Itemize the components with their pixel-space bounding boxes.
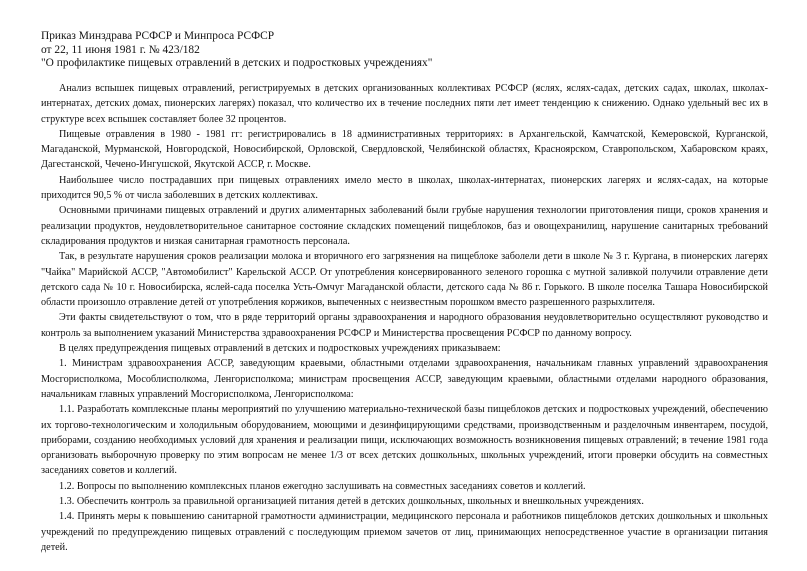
header-issuer: Приказ Минздрава РСФСР и Минпроса РСФСР [41,30,275,42]
paragraph-victims: Наибольшее число пострадавших при пищевых отравлениях имело место в школах, школах-интернатах, пионерских лагерях и яслях-садах, на которые приходится 90,5 % от числа заболевших в детских коллективах. [41,174,768,202]
paragraph-item-1-4: 1.4. Принять меры к повышению санитарной грамотности администрации, медицинского персонала и работников пищеблоков детских дошкольных и школьных учреждений по предупреждению пищевых отравлений с последующим приемом зачетов от лиц, принимающих непосредственное участие в организации питания детей. [41,511,768,553]
paragraph-item-1-2: 1.2. Вопросы по выполнению комплексных планов ежегодно заслушивать на совместных заседаниях советов и коллегий. [59,480,586,492]
paragraph-territories: Пищевые отравления в 1980 - 1981 гг: регистрировались в 18 административных территориях: в Архангельской, Камчатской, Кемеровской, Курганской, Магаданской, Мурманской, Новгородской, Новосибирской, Орловской, Свердловской, Челябинской областях, Красноярском, Ставропольском, Хабаровском краях, Дагестанской, Чечено-Ингушской, Якутской АССР, г. Москве. [41,128,768,171]
paragraph-causes: Основными причинами пищевых отравлений и других алиментарных заболеваний были грубые нарушения технологии приготовления пищи, сроков хранения и реализации продуктов, неудовлетворительное санитарное состояние складских помещений пищеблоков, баз и овощехранилищ, нарушение санитарных требований складирования продуктов и низкая санитарная грамотность персонала. [41,205,768,247]
paragraph-order-intro: В целях предупреждения пищевых отравлений в детских и подростковых учреждениях приказываем: [59,343,501,355]
paragraph-item-1-1: 1.1. Разработать комплексные планы мероприятий по улучшению материально-технической базы пищеблоков детских и подростковых учреждений, обеспечению их торгово-технологическим и холодильным оборудованием, моющими и дезинфицирующими средствами, производственным и разделочным инвентарем, посудой, приборами, созданию необходимых условий для хранения и реализации пищи, исключающих возможность возникновения пищевых отравлений; в течение 1981 года организовать выборочную проверку по этим вопросам не менее 1/3 от всех детских дошкольных, школьных учреждений, итоги проверки обсудить на совместных заседаниях советов и коллегий. [41,404,768,477]
paragraph-item-1: 1. Министрам здравоохранения АССР, заведующим краевыми, областными отделами здравоохранения, начальникам главных управлений здравоохранения Мосгорисполкома, Мособлисполкома, Ленгорисполкома; министрам просвещения АССР, заведующим краевыми, областными отделами народного образования, начальникам главных управлений Мосгорисполкома, Ленгорисполкома: [41,358,768,400]
paragraph-conclusion: Эти факты свидетельствуют о том, что в ряде территорий органы здравоохранения и народного образования неудовлетворительно осуществляют руководство и контроль за выполнением указаний Министерства здравоохранения РСФСР и Министерства просвещения РСФСР по данному вопросу. [41,312,768,339]
header-title: "О профилактике пищевых отравлений в детских и подростковых учреждениях" [41,57,433,69]
document-body [41,81,768,555]
paragraph-analysis: Анализ вспышек пищевых отравлений, регистрируемых в детских организованных коллективах РСФСР (яслях, яслях-садах, детских садах, школах, школах-интернатах, детских домах, пионерских лагерях) показал, что количество их в течение последних пяти лет имеет тенденцию к снижению. Однако удельный вес их в структуре всех вспышек составляет более 32 процентов. [41,83,768,125]
paragraph-examples: Так, в результате нарушения сроков реализации молока и вторичного его загрязнения на пищеблоке заболели дети в школе № 3 г. Кургана, в пионерских лагерях "Чайка" Марийской АССР, "Автомобилист" Карельской АССР. От употребления консервированного зеленого горошка с мутной заливкой получили отравление дети детского сада № 10 г. Новосибирска, яслей-сада поселка Усть-Омчуг Магаданской области, детского сада № 86 г. Горького. В школе поселка Ташара Новосибирской области произошло отравление детей от употребления коржиков, выпеченных с неизвестным порошком вместо разрешенного разрыхлителя. [41,251,768,309]
document-header [41,30,761,71]
paragraph-item-1-3: 1.3. Обеспечить контроль за правильной организацией питания детей в детских дошкольных, школьных и внешкольных учреждениях. [59,496,644,508]
header-date-number: от 22, 11 июня 1981 г. № 423/182 [41,43,200,56]
